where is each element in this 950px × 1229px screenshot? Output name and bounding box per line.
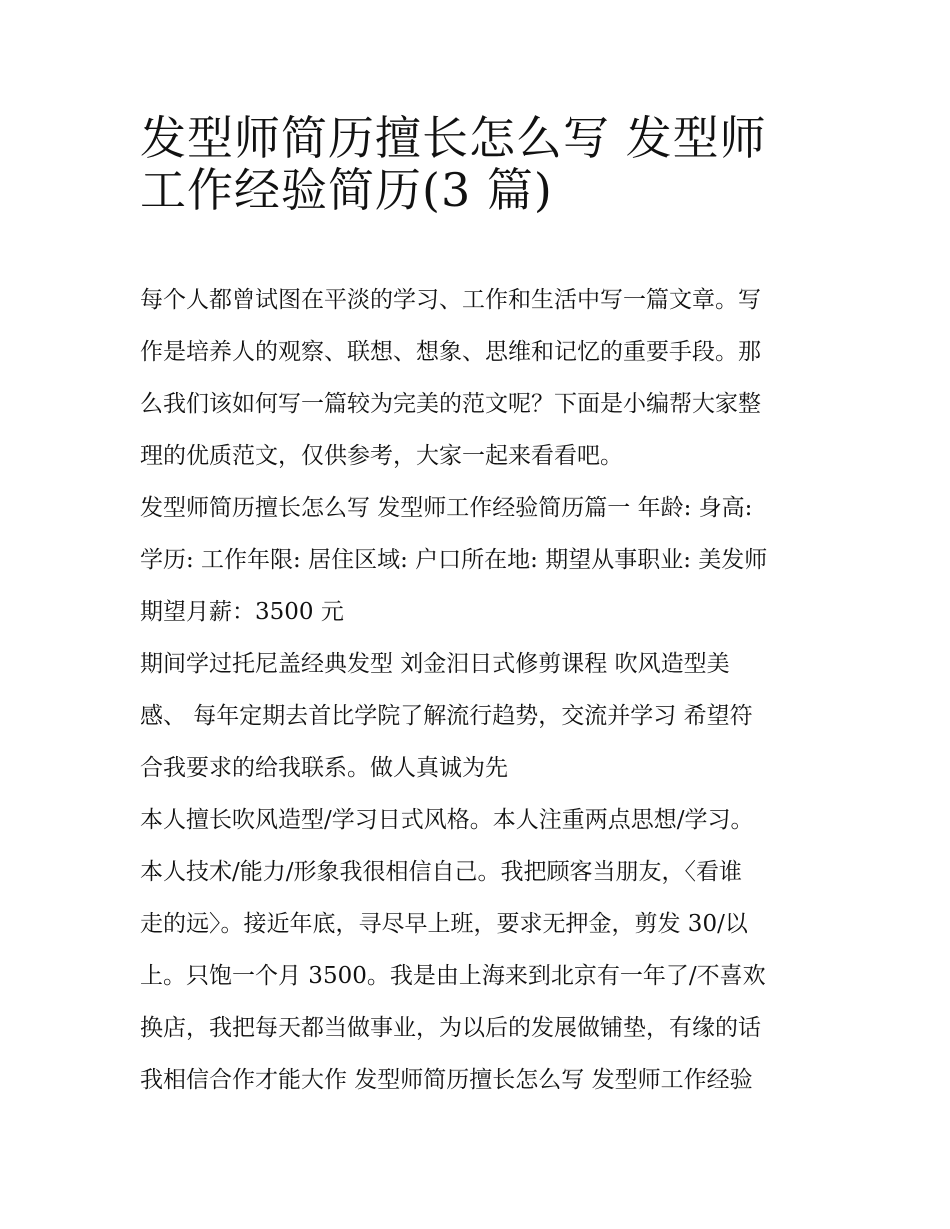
text-line: 感、 每年定期去首比学院了解流行趋势，交流并学习 希望符 — [140, 703, 753, 729]
text-line: 换店，我把每天都当做事业，为以后的发展做铺垫，有缘的话 — [140, 1015, 761, 1041]
text-line: 我相信合作才能大作 发型师简历擅长怎么写 发型师工作经验 — [140, 1067, 753, 1093]
text-line: 上。只饱一个月 3500。我是由上海来到北京有一年了/不喜欢 — [140, 963, 766, 989]
text-line: 作是培养人的观察、联想、想象、思维和记忆的重要手段。那 — [140, 339, 761, 365]
paragraph-profile — [140, 482, 830, 638]
text-line: 合我要求的给我联系。做人真诚为先 — [140, 755, 508, 781]
paragraph-training — [140, 638, 830, 794]
text-line: 学历: 工作年限: 居住区域: 户口所在地: 期望从事职业: 美发师 — [140, 547, 768, 573]
document-title — [140, 112, 830, 216]
text-line: 发型师简历擅长怎么写 发型师工作经验简历篇一 年龄: 身高: — [140, 495, 753, 521]
text-line: 期望月薪：3500 元 — [140, 599, 344, 625]
paragraph-skills — [140, 794, 830, 1106]
title-line-2: 工作经验简历(3 篇) — [140, 163, 553, 217]
text-line: 每个人都曾试图在平淡的学习、工作和生活中写一篇文章。写 — [140, 287, 761, 313]
text-line: 理的优质范文，仅供参考，大家一起来看看吧。 — [140, 443, 623, 469]
paragraph-intro — [140, 274, 830, 482]
text-line: 本人擅长吹风造型/学习日式风格。本人注重两点思想/学习。 — [140, 807, 754, 833]
text-line: 走的远〉。接近年底，寻尽早上班，要求无押金，剪发 30/以 — [140, 911, 748, 937]
text-line: 么我们该如何写一篇较为完美的范文呢？下面是小编帮大家整 — [140, 391, 761, 417]
text-line: 期间学过托尼盖经典发型 刘金汨日式修剪课程 吹风造型美 — [140, 651, 730, 677]
document-body — [140, 274, 830, 1106]
text-line: 本人技术/能力/形象我很相信自己。我把顾客当朋友，〈看谁 — [140, 859, 742, 885]
title-line-1: 发型师简历擅长怎么写 发型师 — [140, 111, 767, 165]
